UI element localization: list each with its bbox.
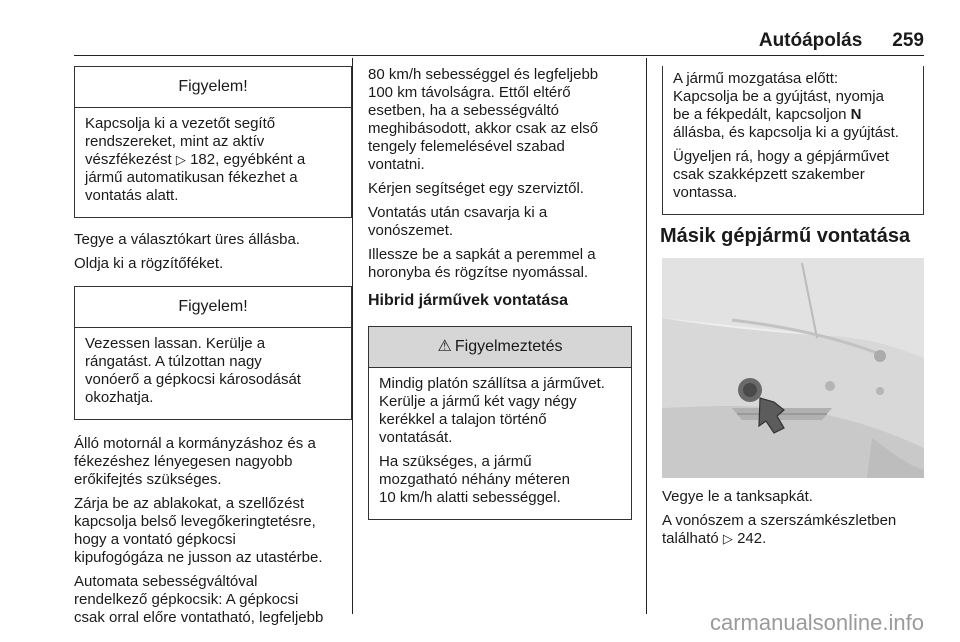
paragraph: Vegye le a tanksapkát. xyxy=(662,488,813,505)
paragraph: A vonószem a szerszámkészletben található ▷ 242. xyxy=(662,512,897,547)
page-ref-icon: ▷ xyxy=(722,531,733,546)
notice-box-2 xyxy=(74,286,352,420)
warning-text: Mindig platón szállítsa a járművet. Kerülje a jármű két vagy négy kerékkel a talajon történő vontatását. xyxy=(379,375,605,446)
paragraph: Vontatás után csavarja ki a vonószemet. xyxy=(368,204,548,239)
notice-text: Ügyeljen rá, hogy a gépjárművet csak szakképzett szakember vontassa. xyxy=(673,148,889,201)
warning-box xyxy=(368,326,632,520)
paragraph: Álló motornál a kormányzáshoz és a fékezéshez lényegesen nagyobb erőkifejtés szükséges. xyxy=(74,435,316,488)
notice-title: Figyelem! xyxy=(75,67,351,108)
column-3 xyxy=(662,66,924,554)
notice-text: Vezessen lassan. Kerülje a rángatást. A túlzottan nagy vonóerő a gépkocsi károsodását okozhatja. xyxy=(85,335,301,406)
paragraph: Automata sebességváltóval rendelkező gépkocsik: A gépkocsi csak orral előre vontatható, legfeljebb xyxy=(74,573,324,626)
page-header xyxy=(759,30,924,52)
notice-title: Figyelem! xyxy=(75,287,351,328)
warning-title: ⚠ Figyelmeztetés xyxy=(369,327,631,368)
section-title: Autóápolás xyxy=(758,30,863,51)
paragraph: Kérjen segítséget egy szerviztől. xyxy=(368,180,584,197)
column-2 xyxy=(368,66,632,533)
column-divider-2 xyxy=(646,58,647,614)
section-heading: Hibrid járművek vontatása xyxy=(368,292,569,309)
column-1 xyxy=(74,66,352,633)
notice-box-1 xyxy=(74,66,352,218)
header-rule xyxy=(74,55,924,56)
warning-triangle-icon: ⚠ xyxy=(437,338,452,355)
warning-text: Ha szükséges, a jármű mozgatható néhány méteren 10 km/h alatti sebességgel. xyxy=(379,453,570,506)
paragraph: Illessze be a sapkát a peremmel a horonyba és rögzítse nyomással. xyxy=(368,246,596,281)
watermark: carmanualsonline.info xyxy=(709,610,924,635)
page-ref-icon: ▷ xyxy=(175,152,186,167)
column-divider-1 xyxy=(352,58,353,614)
page-number: 259 xyxy=(892,30,924,51)
paragraph: Oldja ki a rögzítőféket. xyxy=(74,255,224,272)
rear-bumper-illustration xyxy=(662,258,924,478)
paragraph: Zárja be az ablakokat, a szellőzést kapcsolja belső levegőkeringtetésre, hogy a vontató gépkocsi kipufogógáza ne jusson az utastérbe. xyxy=(74,495,323,566)
notice-text: A jármű mozgatása előtt: Kapcsolja be a gyújtást, nyomja be a fékpedált, kapcsoljon N állásba, és kapcsolja ki a gyújtást. xyxy=(673,70,899,141)
paragraph: 80 km/h sebességgel és legfeljebb 100 km távolságra. Ettől eltérő esetben, ha a sebességváltó meghibásodott, akkor csak az első tengely felemelésével szabad vontatni. xyxy=(368,66,599,173)
notice-box-continued xyxy=(662,66,924,215)
notice-text: Kapcsolja ki a vezetőt segítő rendszereket, mint az aktív vészfékezést ▷ 182, egyébként a jármű automatikusan fékezhet a vontatás alatt. xyxy=(85,115,306,204)
section-heading: Másik gépjármű vontatása xyxy=(660,225,911,247)
paragraph: Tegye a választókart üres állásba. xyxy=(74,231,300,248)
rear-bumper-tow-eye-figure xyxy=(662,258,924,478)
